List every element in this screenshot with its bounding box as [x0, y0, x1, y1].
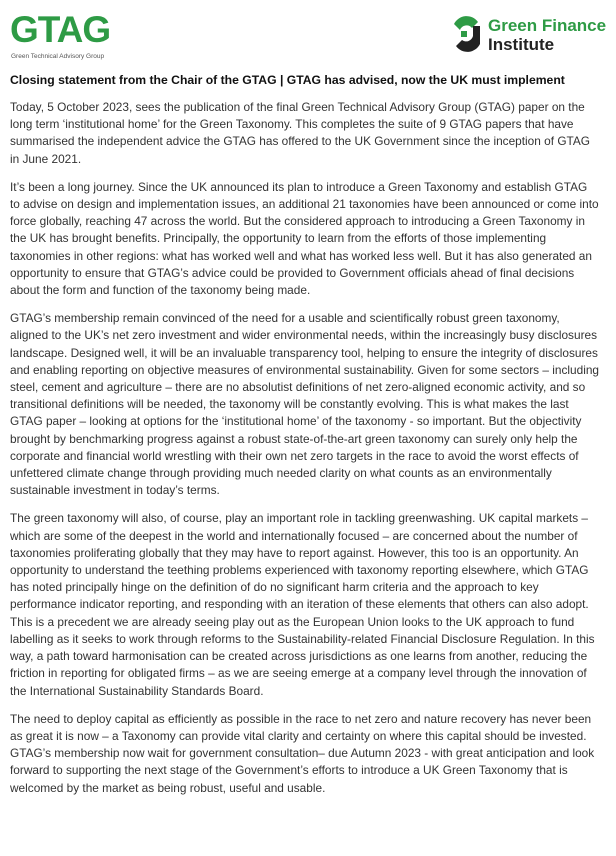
document-title: Closing statement from the Chair of the GTAG | GTAG has advised, now the UK must implement: [10, 73, 565, 87]
gfi-name-line1: Green Finance: [488, 16, 607, 35]
paragraph-1: Today, 5 October 2023, sees the publication of the final Green Technical Advisory Group (GTAG) paper on the long term ‘institutional home’ for the Green Taxonomy. This completes the suite of 9 GTAG papers that have summarised the independent advice the GTAG has offered to the UK Government since the inception of GTAG in June 2021.: [10, 100, 590, 166]
paragraph-2: It’s been a long journey. Since the UK announced its plan to introduce a Green Taxonomy and establish GTAG to advise on design and implementation issues, an additional 21 taxonomies have been announced or come into force globally, reaching 47 across the world. But the considered approach to introducing a Green Taxonomy in the UK has brought benefits. Principally, the opportunity to learn from the efforts of those implementing taxonomies in other regions: what has worked well and what has worked less well. But it has also generated an opportunity to ensure that GTAG’s advice could be provided to Government officials ahead of final decisions about the form and function of the taxonomy being made.: [10, 179, 599, 298]
gtag-logo: [10, 10, 120, 65]
page-header: [0, 0, 616, 70]
gfi-name-line2: Institute: [488, 35, 555, 54]
gtag-subtitle: Green Technical Advisory Group: [11, 53, 105, 60]
document-body: [10, 72, 600, 808]
gfi-logo-icon: [452, 16, 482, 52]
gtag-wordmark: GTAG: [10, 9, 111, 50]
paragraph-5: The need to deploy capital as efficiently as possible in the race to net zero and nature recovery has never been as great it is now – a Taxonomy can provide vital clarity and certainty on where this capital should be invested. GTAG’s membership now wait for government consultation– due Autumn 2023 - with great anticipation and look forward to supporting the next stage of the Government’s efforts to introduce a UK Green Taxonomy that is welcomed by the market as being robust, useful and usable.: [10, 711, 595, 795]
paragraph-4: The green taxonomy will also, of course, play an important role in tackling greenwashing. UK capital markets – which are some of the deepest in the world and internationally focused – are concerned about the number of taxonomies proliferating globally that they may have to report against. However, this too is an opportunity. An opportunity to understand the teething problems experienced with taxonomy reporting elsewhere, which GTAG has noted principally hinge on the definition of do no significant harm criteria and the approach to key performance indicator reporting, and responding with an iteration of these elements that others can also adopt. This is a precedent we are already seeing play out as the European Union looks to the UK approach to fund labelling as it seeks to work through reforms to the Sustainability-related Financial Disclosure Regulation. In this way, a path toward harmonisation can be created across jurisdictions as one learns from another, reducing the friction in reporting for obligated firms – as we are seeing emerge at a company level through the innovation of the International Sustainability Standards Board.: [10, 511, 595, 698]
paragraph-3: GTAG’s membership remain convinced of the need for a usable and scientifically robust green taxonomy, aligned to the UK’s net zero investment and wider environmental needs, within the increasingly busy disclosures landscape. Designed well, it will be an invaluable transparency tool, helping to ensure the integrity of disclosures and enabling reporting on objective measures of environmental sustainability. Given for some sectors – including steel, cement and agriculture – there are no absolutist definitions of net zero-aligned economic activity, and so transitional definitions will be needed, the taxonomy will be constantly evolving. This is what makes the last GTAG paper – looking at options for the ‘institutional home’ of the taxonomy - so important. But the objectivity brought by benchmarking progress against a robust state-of-the-art green taxonomy can surely only help the corporate and financial world wrestling with their own net zero targets in the race to avoid the worst effects of unfettered climate change through providing much needed clarity on what counts as an environmentally sustainable investment in today’s terms.: [10, 311, 600, 498]
gfi-logo: [452, 14, 607, 59]
